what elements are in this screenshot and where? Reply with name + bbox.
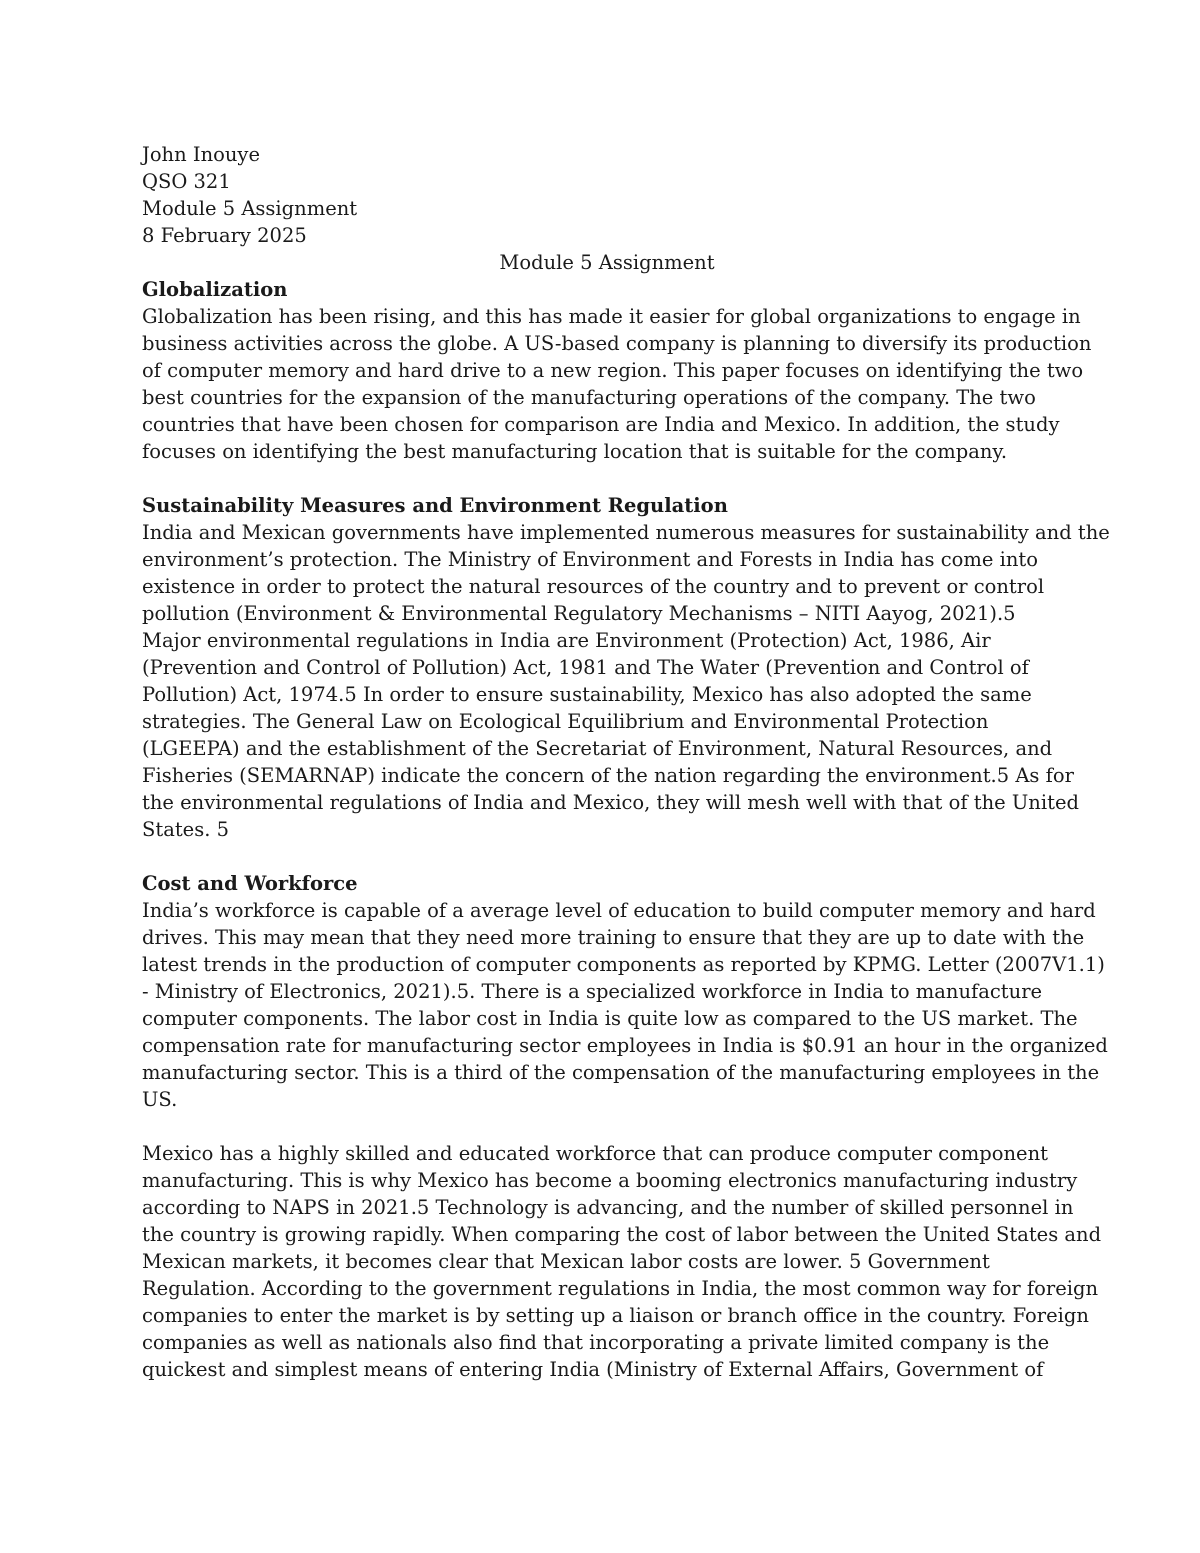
paragraph-line: (LGEEPA) and the establishment of the Secretariat of Environment, Natural Resources, and	[142, 737, 1053, 760]
submission-date: 8 February 2025	[142, 224, 307, 247]
paragraph-line: best countries for the expansion of the manufacturing operations of the company. The two	[142, 386, 1036, 409]
paragraph-line: environment’s protection. The Ministry of Environment and Forests in India has come into	[142, 548, 1038, 571]
paragraph-line: the country is growing rapidly. When comparing the cost of labor between the United States and	[142, 1223, 1102, 1246]
paragraph-line: strategies. The General Law on Ecological Equilibrium and Environmental Protection	[142, 710, 989, 733]
paragraph-line: quickest and simplest means of entering India (Ministry of External Affairs, Government of	[142, 1358, 1044, 1381]
section-heading: Cost and Workforce	[142, 872, 358, 895]
section-sustainability	[142, 492, 1110, 843]
paragraph-line: business activities across the globe. A US-based company is planning to diversify its production	[142, 332, 1092, 355]
paragraph-line: countries that have been chosen for comparison are India and Mexico. In addition, the study	[142, 413, 1060, 436]
paragraph-line: Major environmental regulations in India are Environment (Protection) Act, 1986, Air	[142, 629, 991, 652]
paragraph-line: existence in order to protect the natural resources of the country and to prevent or control	[142, 575, 1045, 598]
paragraph-line: manufacturing. This is why Mexico has become a booming electronics manufacturing industry	[142, 1169, 1078, 1192]
paragraph-spacer	[142, 843, 1072, 870]
paragraph	[142, 519, 1110, 843]
paragraph-line: drives. This may mean that they need more training to ensure that they are up to date with the	[142, 926, 1085, 949]
paragraph-line: Mexico has a highly skilled and educated workforce that can produce computer component	[142, 1142, 1048, 1165]
paragraph-line: (Prevention and Control of Pollution) Act, 1981 and The Water (Prevention and Control of	[142, 656, 1029, 679]
paragraph-line: Globalization has been rising, and this has made it easier for global organizations to engage in	[142, 305, 1081, 328]
paragraph	[142, 303, 1092, 465]
section-heading: Sustainability Measures and Environment Regulation	[142, 494, 728, 517]
paragraph-line: the environmental regulations of India and Mexico, they will mesh well with that of the United	[142, 791, 1079, 814]
document-title: Module 5 Assignment	[499, 251, 715, 274]
document-header	[142, 141, 1072, 249]
section-globalization	[142, 276, 1092, 465]
paragraph-line: computer components. The labor cost in India is quite low as compared to the US market. The	[142, 1007, 1078, 1030]
paragraph-line: Regulation. According to the government regulations in India, the most common way for foreign	[142, 1277, 1099, 1300]
paragraph-line: compensation rate for manufacturing sector employees in India is $0.91 an hour in the organized	[142, 1034, 1108, 1057]
paragraph-line: pollution (Environment & Environmental Regulatory Mechanisms – NITI Aayog, 2021).5	[142, 602, 1016, 625]
paragraph	[142, 1140, 1102, 1383]
author-name: John Inouye	[142, 143, 260, 166]
paragraph-line: manufacturing sector. This is a third of the compensation of the manufacturing employees in the	[142, 1061, 1100, 1084]
paragraph-line: Pollution) Act, 1974.5 In order to ensure sustainability, Mexico has also adopted the same	[142, 683, 1032, 706]
course-code: QSO 321	[142, 170, 231, 193]
paragraph-line: latest trends in the production of computer components as reported by KPMG. Letter (2007V1.1)	[142, 953, 1105, 976]
section-cost-workforce	[142, 870, 1108, 1383]
paragraph-line: Mexican markets, it becomes clear that Mexican labor costs are lower. 5 Government	[142, 1250, 990, 1273]
paragraph-line: States. 5	[142, 818, 230, 841]
paragraph-line: of computer memory and hard drive to a new region. This paper focuses on identifying the two	[142, 359, 1084, 382]
paragraph-line: US.	[142, 1088, 178, 1111]
paragraph-line: companies to enter the market is by setting up a liaison or branch office in the country. Foreign	[142, 1304, 1089, 1327]
section-heading: Globalization	[142, 278, 288, 301]
paragraph-line: India’s workforce is capable of a average level of education to build computer memory and hard	[142, 899, 1096, 922]
paragraph-spacer	[142, 1113, 1072, 1140]
paragraph-spacer	[142, 465, 1072, 492]
paragraph-line: focuses on identifying the best manufacturing location that is suitable for the company.	[142, 440, 1008, 463]
paragraph-line: Fisheries (SEMARNAP) indicate the concern of the nation regarding the environment.5 As for	[142, 764, 1074, 787]
paragraph-line: according to NAPS in 2021.5 Technology is advancing, and the number of skilled personnel in	[142, 1196, 1074, 1219]
paragraph-line: companies as well as nationals also find that incorporating a private limited company is the	[142, 1331, 1050, 1354]
document-page	[142, 141, 1110, 1383]
paragraph-line: - Ministry of Electronics, 2021).5. There is a specialized workforce in India to manufacture	[142, 980, 1043, 1003]
paragraph-line: India and Mexican governments have implemented numerous measures for sustainability and the	[142, 521, 1110, 544]
paragraph	[142, 897, 1108, 1113]
assignment-name: Module 5 Assignment	[142, 197, 358, 220]
